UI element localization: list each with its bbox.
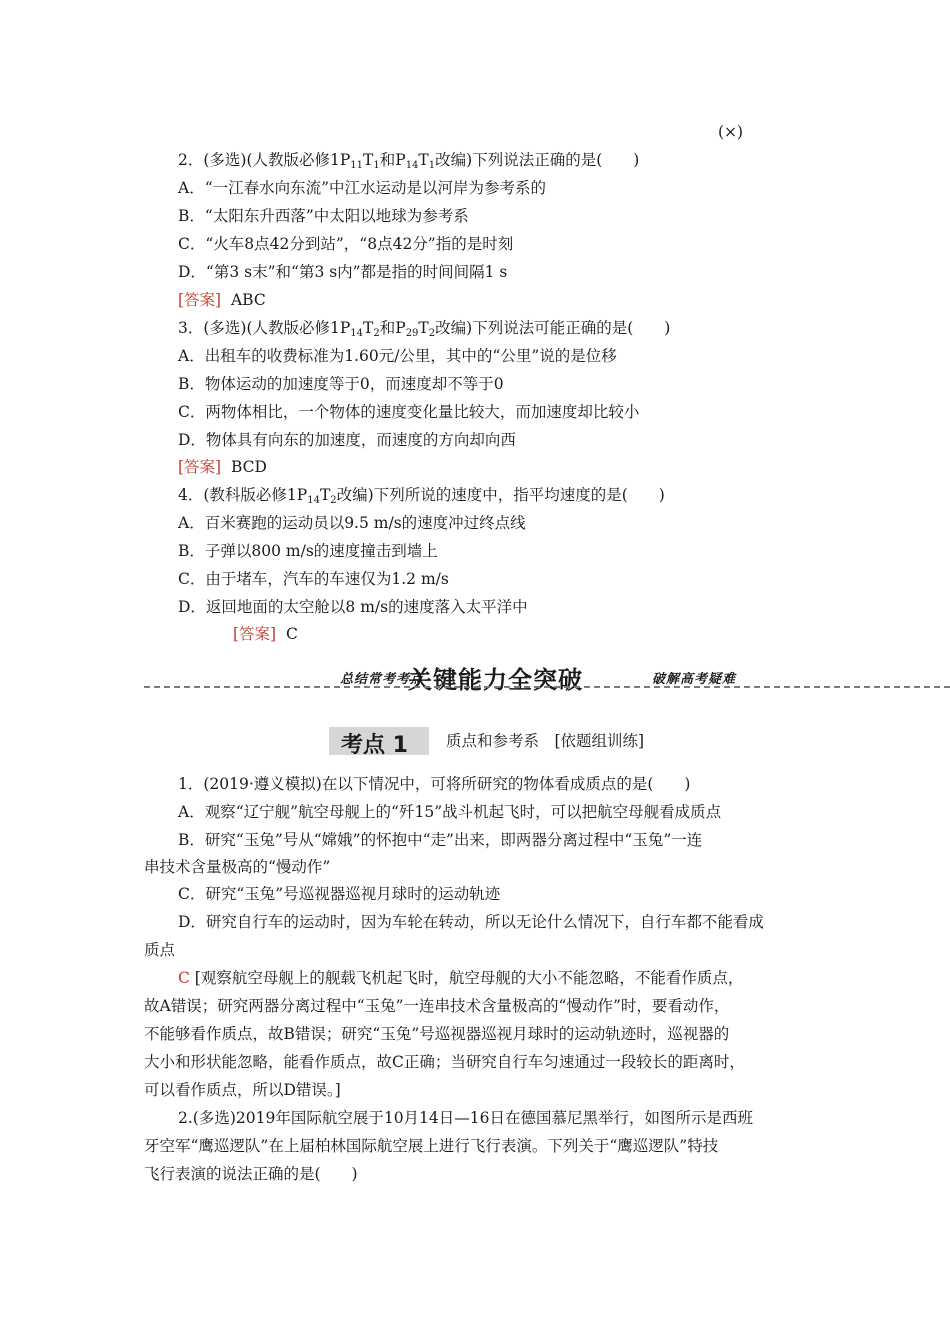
q2-option-b: B．“太阳东升西落”中太阳以地球为参考系 [178,207,469,225]
q3-option-d: D．物体具有向东的加速度，而速度的方向却向西 [178,431,516,449]
p2-stem-line2: 牙空军“鹰巡逻队”在上届柏林国际航空展上进行飞行表演。下列关于“鹰巡逻队”特技 [144,1137,719,1155]
banner-divider [144,686,950,688]
q3-sub: 2 [428,328,436,339]
q2-answer [178,290,266,310]
q3-sub: 14 [350,328,364,339]
p1-explanation-text: [观察航空母舰上的舰载飞机起飞时，航空母舰的大小不能忽略，不能看作质点， [189,969,744,987]
q3-option-c: C．两物体相比，一个物体的速度变化量比较大，而加速度却比较小 [178,403,640,421]
p1-explanation-line4: 大小和形状能忽略，能看作质点，故C正确；当研究自行车匀速通过一段较长的距离时， [144,1053,745,1071]
p1-explanation-line1 [178,968,743,988]
kaodian-title: 质点和参考系 [依题组训练] [446,732,645,750]
answer-label: [答案] [178,291,222,309]
q4-option-b: B．子弹以800 m/s的速度撞击到墙上 [178,542,438,560]
p1-explanation-line3: 不能够看作质点，故B错误；研究“玉兔”号巡视器巡视月球时的运动轨迹时，巡视器的 [144,1025,730,1043]
q2-stem [178,150,639,176]
p1-option-a: A．观察“辽宁舰”航空母舰上的“歼15”战斗机起飞时，可以把航空母舰看成质点 [178,803,722,821]
q3-stem [178,318,670,344]
q2-option-c: C．“火车8点42分到站”，“8点42分”指的是时刻 [178,235,514,253]
q3-answer [178,457,267,477]
p1-answer-letter: C [178,969,190,987]
p1-option-d-line2: 质点 [144,941,176,959]
p1-option-b-line1: B．研究“玉兔”号从“嫦娥”的怀抱中“走”出来，即两器分离过程中“玉兔”一连 [178,831,703,849]
q4-option-c: C．由于堵车，汽车的车速仅为1.2 m/s [178,570,449,588]
q2-stem-part: 和P [379,151,406,169]
q2-option-d: D．“第3 s末”和“第3 s内”都是指的时间间隔1 s [178,263,508,281]
q4-sub: 14 [307,495,320,506]
q2-stem-part: 改编)下列说法正确的是( ) [435,151,640,169]
kaodian-label: 考点 1 [341,733,408,758]
q4-stem-part: 4．(教科版必修1P [178,486,308,504]
q4-stem [178,485,665,511]
q2-option-a: A．“一江春水向东流”中江水运动是以河岸为参考系的 [178,179,547,197]
q2-stem-part: T [418,151,429,169]
q2-sub: 14 [405,160,419,171]
q4-sub: 2 [330,495,337,506]
p1-explanation-line2: 故A错误；研究两器分离过程中“玉兔”一连串技术含量极高的“慢动作”时，要看动作， [144,997,730,1015]
banner-right-text: 破解高考疑难 [652,672,737,687]
q4-option-a: A．百米赛跑的运动员以9.5 m/s的速度冲过终点线 [178,514,526,532]
p1-option-d-line1: D．研究自行车的运动时，因为车轮在转动，所以无论什么情况下，自行车都不能看成 [178,913,764,931]
answer-label: [答案] [233,625,277,643]
q2-stem-part: 2．(多选)(人教版必修1P [178,151,351,169]
q4-option-d: D．返回地面的太空舱以8 m/s的速度落入太平洋中 [178,598,528,616]
q3-sub: 2 [373,328,380,339]
p1-explanation-line5: 可以看作质点，所以D错误。] [144,1081,341,1099]
q2-sub: 11 [350,160,364,171]
q3-sub: 29 [405,328,419,339]
kaodian-badge [329,727,429,758]
q3-stem-part: T [363,319,374,337]
p1-option-b-line2: 串技术含量极高的“慢动作” [144,858,331,876]
q3-stem-part: T [418,319,429,337]
q2-stem-part: T [363,151,374,169]
banner-title: 关键能力全突破 [408,666,583,694]
q3-stem-part: 3．(多选)(人教版必修1P [178,319,351,337]
q3-option-b: B．物体运动的加速度等于0，而速度却不等于0 [178,375,504,393]
q3-option-a: A．出租车的收费标准为1.60元/公里，其中的“公里”说的是位移 [178,347,617,365]
answer-label: [答案] [178,458,222,476]
judgement-mark: (×) [718,123,744,141]
q3-stem-part: 改编)下列说法可能正确的是( ) [435,319,671,337]
q4-answer [233,624,298,644]
q4-stem-part: T [319,486,331,504]
p2-stem-line3: 飞行表演的说法正确的是( ) [144,1165,358,1183]
answer-value: C [285,625,298,643]
p1-stem: 1．(2019·遵义模拟)在以下情况中，可将所研究的物体看成质点的是( ) [178,775,691,793]
p2-stem-line1: 2.(多选)2019年国际航空展于10月14日—16日在德国慕尼黑举行，如图所示是西班 [178,1109,754,1127]
answer-value: BCD [230,458,267,476]
q2-sub: 1 [373,160,380,171]
q3-stem-part: 和P [379,319,406,337]
p1-option-c: C．研究“玉兔”号巡视器巡视月球时的运动轨迹 [178,885,501,903]
q2-sub: 1 [428,160,436,171]
answer-value: ABC [230,291,266,309]
q4-stem-part: 改编)下列所说的速度中，指平均速度的是( ) [336,486,665,504]
banner-left-text: 总结常考考点 [340,672,425,687]
